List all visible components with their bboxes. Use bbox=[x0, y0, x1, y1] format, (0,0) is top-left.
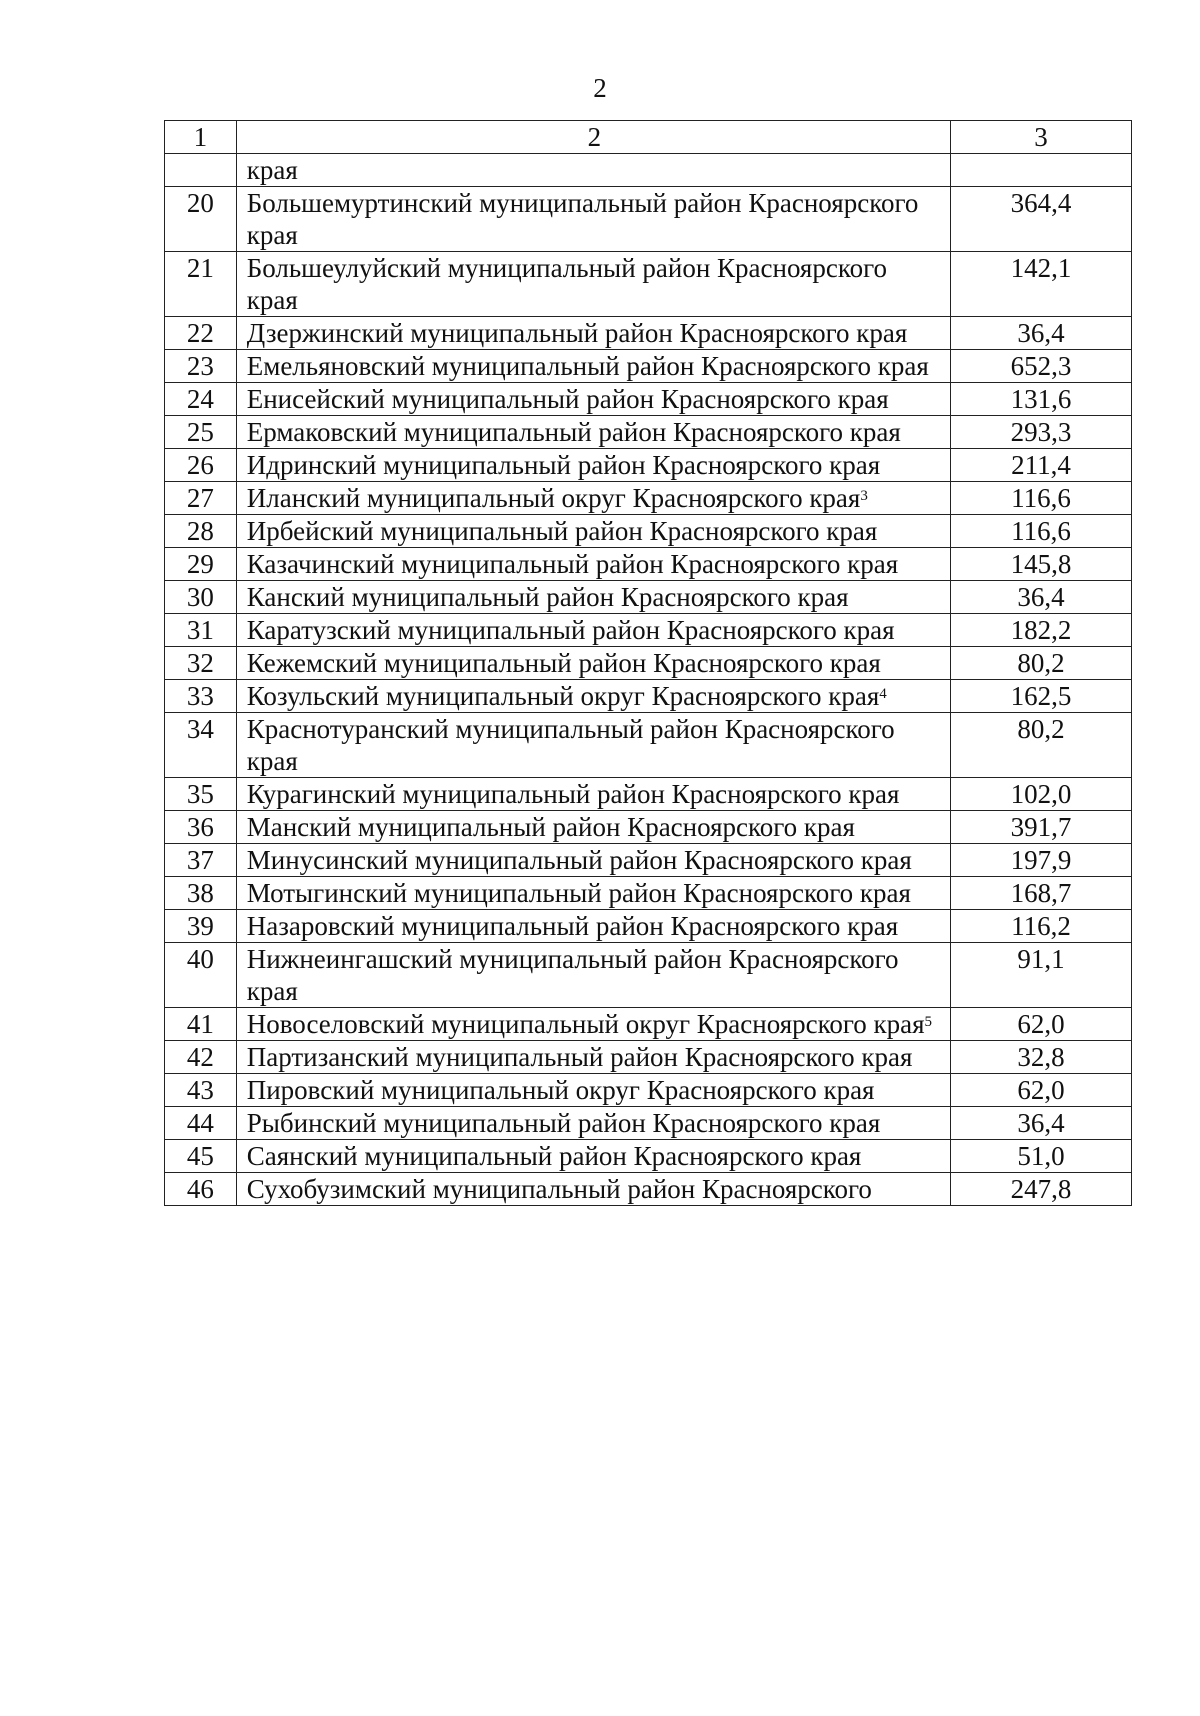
municipality-name: Енисейский муниципальный район Красноярского края bbox=[246, 384, 889, 414]
municipality-name-cell bbox=[236, 548, 950, 581]
value-cell: 116,6 bbox=[951, 482, 1132, 515]
value-cell: 293,3 bbox=[951, 416, 1132, 449]
table-row bbox=[165, 1173, 1132, 1206]
municipality-name: Нижнеингашский муниципальный район Красноярского края bbox=[246, 944, 899, 1006]
value-cell: 62,0 bbox=[951, 1008, 1132, 1041]
table-row bbox=[165, 1074, 1132, 1107]
row-number-cell: 35 bbox=[165, 778, 237, 811]
table-row bbox=[165, 811, 1132, 844]
municipality-name-cell bbox=[236, 515, 950, 548]
table-row bbox=[165, 548, 1132, 581]
municipality-name-cell bbox=[236, 680, 950, 713]
table-row bbox=[165, 482, 1132, 515]
municipality-name: Иланский муниципальный округ Красноярского края bbox=[246, 483, 861, 513]
municipality-name: Саянский муниципальный район Красноярского края bbox=[246, 1141, 862, 1171]
value-cell: 36,4 bbox=[951, 1107, 1132, 1140]
table-body bbox=[165, 121, 1132, 1206]
value-cell: 32,8 bbox=[951, 1041, 1132, 1074]
municipality-name: Краснотуранский муниципальный район Красноярского края bbox=[246, 714, 895, 776]
municipality-name: Емельяновский муниципальный район Красноярского края bbox=[246, 351, 929, 381]
header-col-1: 1 bbox=[165, 121, 237, 154]
row-number-cell: 33 bbox=[165, 680, 237, 713]
row-number-cell: 30 bbox=[165, 581, 237, 614]
row-number-cell: 44 bbox=[165, 1107, 237, 1140]
municipality-name-cell bbox=[236, 1107, 950, 1140]
footnote-marker: 5 bbox=[924, 1014, 933, 1030]
row-number-cell: 37 bbox=[165, 844, 237, 877]
municipality-name-cell bbox=[236, 647, 950, 680]
footnote-marker: 3 bbox=[860, 488, 868, 504]
value-cell: 80,2 bbox=[951, 713, 1132, 778]
municipality-name: Новоселовский муниципальный округ Красноярского края bbox=[246, 1009, 925, 1039]
municipality-name: Сухобузимский муниципальный район Красноярского bbox=[246, 1174, 872, 1204]
footnote-marker: 4 bbox=[879, 686, 887, 702]
municipality-name-cell bbox=[236, 844, 950, 877]
municipality-name-cell bbox=[236, 910, 950, 943]
row-number-cell: 20 bbox=[165, 187, 237, 252]
value-cell: 131,6 bbox=[951, 383, 1132, 416]
row-number-cell: 40 bbox=[165, 943, 237, 1008]
row-number-cell: 34 bbox=[165, 713, 237, 778]
row-number-cell: 27 bbox=[165, 482, 237, 515]
municipality-name-cell bbox=[236, 1008, 950, 1041]
page-number: 2 bbox=[593, 73, 607, 103]
value-cell: 91,1 bbox=[951, 943, 1132, 1008]
municipality-name: Манский муниципальный район Красноярского края bbox=[246, 812, 855, 842]
table-row bbox=[165, 581, 1132, 614]
table-row bbox=[165, 252, 1132, 317]
municipality-name-cell bbox=[236, 877, 950, 910]
municipality-name: Ирбейский муниципальный район Красноярского края bbox=[246, 516, 878, 546]
value-cell: 116,2 bbox=[951, 910, 1132, 943]
row-number-cell: 38 bbox=[165, 877, 237, 910]
value-cell: 80,2 bbox=[951, 647, 1132, 680]
municipality-name-cell bbox=[236, 350, 950, 383]
row-number-cell: 39 bbox=[165, 910, 237, 943]
table-row bbox=[165, 350, 1132, 383]
municipality-name-cell bbox=[236, 449, 950, 482]
municipality-name-cell bbox=[236, 1074, 950, 1107]
value-cell: 247,8 bbox=[951, 1173, 1132, 1206]
table-row bbox=[165, 877, 1132, 910]
row-number-cell: 43 bbox=[165, 1074, 237, 1107]
municipality-name-cell bbox=[236, 1041, 950, 1074]
municipality-name: Каратузский муниципальный район Красноярского края bbox=[246, 615, 895, 645]
value-cell: 168,7 bbox=[951, 877, 1132, 910]
municipality-name: Канский муниципальный район Красноярского края bbox=[246, 582, 849, 612]
table-row bbox=[165, 647, 1132, 680]
municipality-name: Большеулуйский муниципальный район Красноярского края bbox=[246, 253, 887, 315]
value-cell: 652,3 bbox=[951, 350, 1132, 383]
municipality-name: Пировский муниципальный округ Красноярского края bbox=[246, 1075, 875, 1105]
table-row bbox=[165, 187, 1132, 252]
municipality-name: края bbox=[246, 155, 298, 185]
municipality-name-cell bbox=[236, 252, 950, 317]
municipality-name-cell bbox=[236, 713, 950, 778]
value-cell: 142,1 bbox=[951, 252, 1132, 317]
municipal-allocation-table bbox=[164, 120, 1132, 1206]
row-number-cell: 28 bbox=[165, 515, 237, 548]
municipality-name: Курагинский муниципальный район Красноярского края bbox=[246, 779, 900, 809]
municipality-name-cell bbox=[236, 943, 950, 1008]
municipality-name: Мотыгинский муниципальный район Красноярского края bbox=[246, 878, 911, 908]
row-number-cell: 42 bbox=[165, 1041, 237, 1074]
table-row bbox=[165, 154, 1132, 187]
value-cell: 211,4 bbox=[951, 449, 1132, 482]
value-cell: 36,4 bbox=[951, 317, 1132, 350]
municipality-name-cell bbox=[236, 482, 950, 515]
municipality-name-cell bbox=[236, 614, 950, 647]
table-row bbox=[165, 317, 1132, 350]
municipality-name: Идринский муниципальный район Красноярского края bbox=[246, 450, 881, 480]
value-cell: 51,0 bbox=[951, 1140, 1132, 1173]
municipality-name-cell bbox=[236, 416, 950, 449]
municipality-name: Козульский муниципальный округ Красноярского края bbox=[246, 681, 880, 711]
table-row bbox=[165, 943, 1132, 1008]
municipality-name: Большемуртинский муниципальный район Красноярского края bbox=[246, 188, 919, 250]
table-row bbox=[165, 614, 1132, 647]
table-row bbox=[165, 844, 1132, 877]
row-number-cell: 23 bbox=[165, 350, 237, 383]
value-cell: 36,4 bbox=[951, 581, 1132, 614]
table-row bbox=[165, 515, 1132, 548]
table-row bbox=[165, 1008, 1132, 1041]
table-row bbox=[165, 910, 1132, 943]
table-row bbox=[165, 778, 1132, 811]
row-number-cell: 24 bbox=[165, 383, 237, 416]
row-number-cell: 21 bbox=[165, 252, 237, 317]
row-number-cell: 46 bbox=[165, 1173, 237, 1206]
table-header-row bbox=[165, 121, 1132, 154]
table-row bbox=[165, 416, 1132, 449]
municipality-name-cell bbox=[236, 811, 950, 844]
municipality-name-cell bbox=[236, 154, 950, 187]
municipality-name-cell bbox=[236, 317, 950, 350]
value-cell: 116,6 bbox=[951, 515, 1132, 548]
row-number-cell: 29 bbox=[165, 548, 237, 581]
table-row bbox=[165, 383, 1132, 416]
value-cell: 391,7 bbox=[951, 811, 1132, 844]
municipality-name: Кежемский муниципальный район Красноярского края bbox=[246, 648, 881, 678]
municipality-name-cell bbox=[236, 187, 950, 252]
table-row bbox=[165, 1041, 1132, 1074]
municipality-name-cell bbox=[236, 581, 950, 614]
table-row bbox=[165, 1140, 1132, 1173]
row-number-cell: 22 bbox=[165, 317, 237, 350]
municipality-name: Ермаковский муниципальный район Красноярского края bbox=[246, 417, 901, 447]
row-number-cell: 41 bbox=[165, 1008, 237, 1041]
row-number-cell bbox=[165, 154, 237, 187]
row-number-cell: 31 bbox=[165, 614, 237, 647]
municipality-name: Рыбинский муниципальный район Красноярского края bbox=[246, 1108, 881, 1138]
value-cell: 197,9 bbox=[951, 844, 1132, 877]
municipality-name: Дзержинский муниципальный район Красноярского края bbox=[246, 318, 908, 348]
table-row bbox=[165, 680, 1132, 713]
value-cell: 162,5 bbox=[951, 680, 1132, 713]
municipality-name: Минусинский муниципальный район Красноярского края bbox=[246, 845, 912, 875]
header-col-2: 2 bbox=[236, 121, 950, 154]
row-number-cell: 45 bbox=[165, 1140, 237, 1173]
municipality-name-cell bbox=[236, 778, 950, 811]
table-row bbox=[165, 713, 1132, 778]
value-cell: 145,8 bbox=[951, 548, 1132, 581]
value-cell bbox=[951, 154, 1132, 187]
header-col-3: 3 bbox=[951, 121, 1132, 154]
row-number-cell: 25 bbox=[165, 416, 237, 449]
municipality-name: Партизанский муниципальный район Красноярского края bbox=[246, 1042, 913, 1072]
municipality-name-cell bbox=[236, 1140, 950, 1173]
row-number-cell: 32 bbox=[165, 647, 237, 680]
table-row bbox=[165, 449, 1132, 482]
municipality-name-cell bbox=[236, 383, 950, 416]
value-cell: 102,0 bbox=[951, 778, 1132, 811]
municipality-name-cell bbox=[236, 1173, 950, 1206]
municipality-name: Казачинский муниципальный район Красноярского края bbox=[246, 549, 899, 579]
value-cell: 62,0 bbox=[951, 1074, 1132, 1107]
value-cell: 182,2 bbox=[951, 614, 1132, 647]
row-number-cell: 36 bbox=[165, 811, 237, 844]
row-number-cell: 26 bbox=[165, 449, 237, 482]
value-cell: 364,4 bbox=[951, 187, 1132, 252]
table-row bbox=[165, 1107, 1132, 1140]
municipality-name: Назаровский муниципальный район Красноярского края bbox=[246, 911, 899, 941]
